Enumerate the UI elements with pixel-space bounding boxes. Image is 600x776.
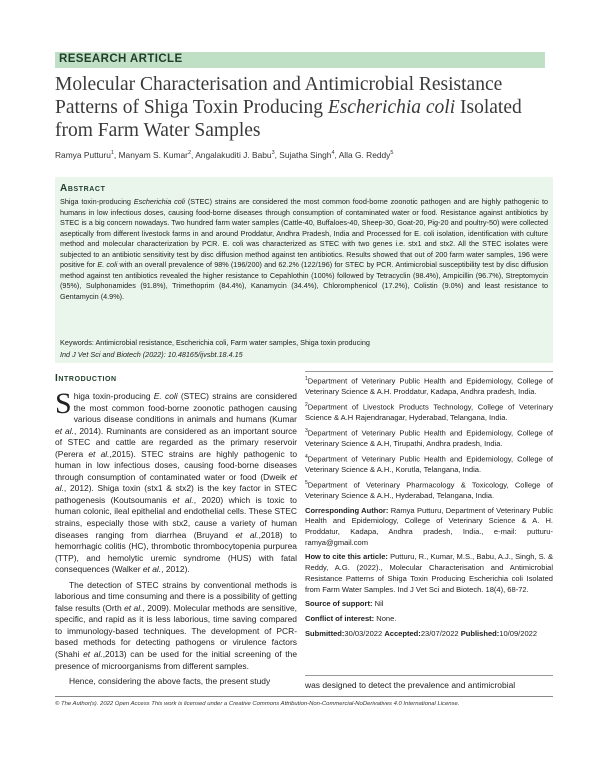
corresponding-author: Corresponding Author: Ramya Putturu, Department of Veterinary Public Health and Epidemiology, College of Veterinary Science & A. H. Proddatur, Kadapa, Andhra pradesh, India., e-mail: putturu-ramya@gmail.com: [305, 505, 553, 547]
drop-cap: S: [55, 387, 72, 420]
author: Alla G. Reddy$^5$: [338, 150, 394, 160]
paragraph-continued: was designed to detect the prevalence and antimicrobial: [305, 680, 516, 690]
affiliation: $^5$Department of Veterinary Pharmacology & Toxicology, College of Veterinary Science & A.H., Hyderabad, Telangana, India.: [305, 479, 553, 500]
keywords: Keywords: Antimicrobial resistance, Escherichia coli, Farm water samples, Shiga toxin producing: [60, 338, 370, 347]
paragraph: Shiga toxin-producing E. coli (STEC) strains are considered the most common food-borne zoonotic pathogen causing various disease conditions in animals and humans (Kumar et al., 2014). Ruminants are considered as an important source of STEC and cattle are regarded as the primary reservoir (Perera et al.,2015). STEC strains are highly pathogenic to human in low infectious doses, causing food-borne diseases through consumption of contaminated water or food (Dweik et al., 2012). Shiga toxin (stx1 & stx2) is the key factor in STEC pathogenesis (Koutsoumanis et al., 2020) which is toxic to human colonic, ileal epithelial and endothelial cells. These STEC strains, especially those with stx2, cause a variety of human diseases ranging from diarrhea (Bruyand et al.,2018) to hemorrhagic colitis (HC), thrombotic thrombocytopenia purpurea (TTP), and hemolytic uremic syndrome (HUS) with fatal consequences (Walker et al., 2012).: [55, 387, 298, 575]
author-list: Ramya Putturu$^1$, Manyam S. Kumar$^2$, Angalakuditi J. Babu$^3$, Sujatha Singh$^4$, Alla G. Reddy$^5$: [55, 150, 394, 160]
abstract-heading: Abstract: [60, 183, 106, 194]
author: Manyam S. Kumar$^2$: [118, 150, 191, 160]
author: Sujatha Singh$^4$: [279, 150, 335, 160]
how-to-cite: How to cite this article: Putturu, R., Kumar, M.S., Babu, A.J., Singh, S. & Reddy, A.G. (2022)., Molecular Characterisation and Antimicrobial Resistance Patterns of Shiga Toxin Producing Escherichia coli Isolated from Farm Water Samples. Ind J Vet Sci and Biotech. 18(4), 68-72.: [305, 552, 553, 594]
affiliation: $^3$Department of Veterinary Public Health and Epidemiology, College of Veterinary Science & A.H, Tirupathi, Andhra pradesh, India.: [305, 427, 553, 449]
introduction-heading: Introduction: [55, 373, 117, 384]
affiliation: $^4$Department of Veterinary Public Health and Epidemiology, College of Veterinary Science & A.H., Korutla, Telangana, India.: [305, 453, 553, 474]
author: Angalakuditi J. Babu$^3$: [195, 150, 275, 160]
title-text-end: Isolated from Farm Water Samples: [55, 97, 522, 141]
paragraph: Hence, considering the above facts, the present study: [69, 676, 271, 687]
article-type-banner: [55, 52, 545, 68]
divider: [305, 675, 553, 676]
title-text: Molecular Characterisation and Antimicrobial Resistance Patterns of Shiga Toxin Producing: [55, 74, 503, 118]
paragraph: The detection of STEC strains by conventional methods is laborious and time consuming and there is a possibility of getting false results (Orth et al., 2009). Molecular methods are sensitive, specific, and rapid as it is less laborious, time saving compared to immunology-based techniques. The development of PCR-based methods for detecting pathogens or virulence factors (Shahi et al.,2013) can be used for the initial screening of the presence of microorganisms from different samples.: [55, 579, 298, 671]
title-italic: Escherichia coli: [327, 97, 456, 118]
journal-citation: Ind J Vet Sci and Biotech (2022): 10.48165/ijvsbt.18.4.15: [60, 350, 243, 359]
publication-dates: Submitted:30/03/2022 Accepted:23/07/2022 Published:10/09/2022: [305, 628, 538, 638]
abstract-text: Shiga toxin-producing Escherichia coli (STEC) strains are considered the most common food-borne zoonotic pathogen and are highly pathogenic to humans in low infectious doses, causing food-borne diseases through consumption of contaminated water or food. Resistance against antibiotics by STEC is a big concern nowadays. Two hundred farm water samples (Cattle-40, Buffaloes-40, Sheep-30, Goat-20, Pig-20 and poultry-50) were collected aseptically from different livestock farms in and around Proddatur, Andhra Pradesh, India and Processed for E. coli isolation, identification with culture method and molecular characterization by PCR. E. coli was characterized as STEC with two genes i.e. stx1 and stx2. All the STEC isolates were subjected to an antibiotic sensitivity test by disc diffusion method against ten antibiotics. Results showed that out of 200 farm water samples, 196 were positive for E. coli with an overall prevalence of 98% (196/200) and 62.2% (122/196) for STEC by PCR. Antimicrobial susceptibility test by disc diffusion method against ten antibiotics revealed the higher resistance to Cepahlothin (100%) followed by Tetracyclin (98.4%), Ampicillin (96.7%), Streptomycin (95%), Sulphonamides (91.8%), Trimethoprim (84.4%), Kanamycin (34.4%), Chloromphenicol (17.2%), Colistin (9.0%) and least resistance to Gentamycin (4.9%).: [60, 197, 548, 301]
paper-title: [55, 73, 555, 142]
article-info-column: [305, 374, 553, 639]
license-footer: © The Author(s). 2022 Open Access This work is licensed under a Creative Commons Attribution-Non-Commercial-NoDerivatives 4.0 International License.: [55, 701, 460, 707]
introduction-body: [55, 387, 298, 688]
footer-divider: [55, 696, 553, 697]
divider: [305, 371, 553, 372]
affiliation: $^1$Department of Veterinary Public Health and Epidemiology, College of Veterinary Science & A.H. Proddatur, Kadapa, Andhra pradesh, India.: [305, 376, 553, 397]
article-type-label: RESEARCH ARTICLE: [59, 53, 183, 65]
author: Ramya Putturu$^1$: [55, 150, 114, 160]
source-of-support: Source of support: Nil: [305, 599, 384, 609]
conflict-of-interest: Conflict of interest: None.: [305, 613, 397, 623]
affiliation: $^2$Department of Livestock Products Technology, College of Veterinary Science & A.H Rajendranagar, Hyderabad, Telangana, India.: [305, 401, 553, 423]
